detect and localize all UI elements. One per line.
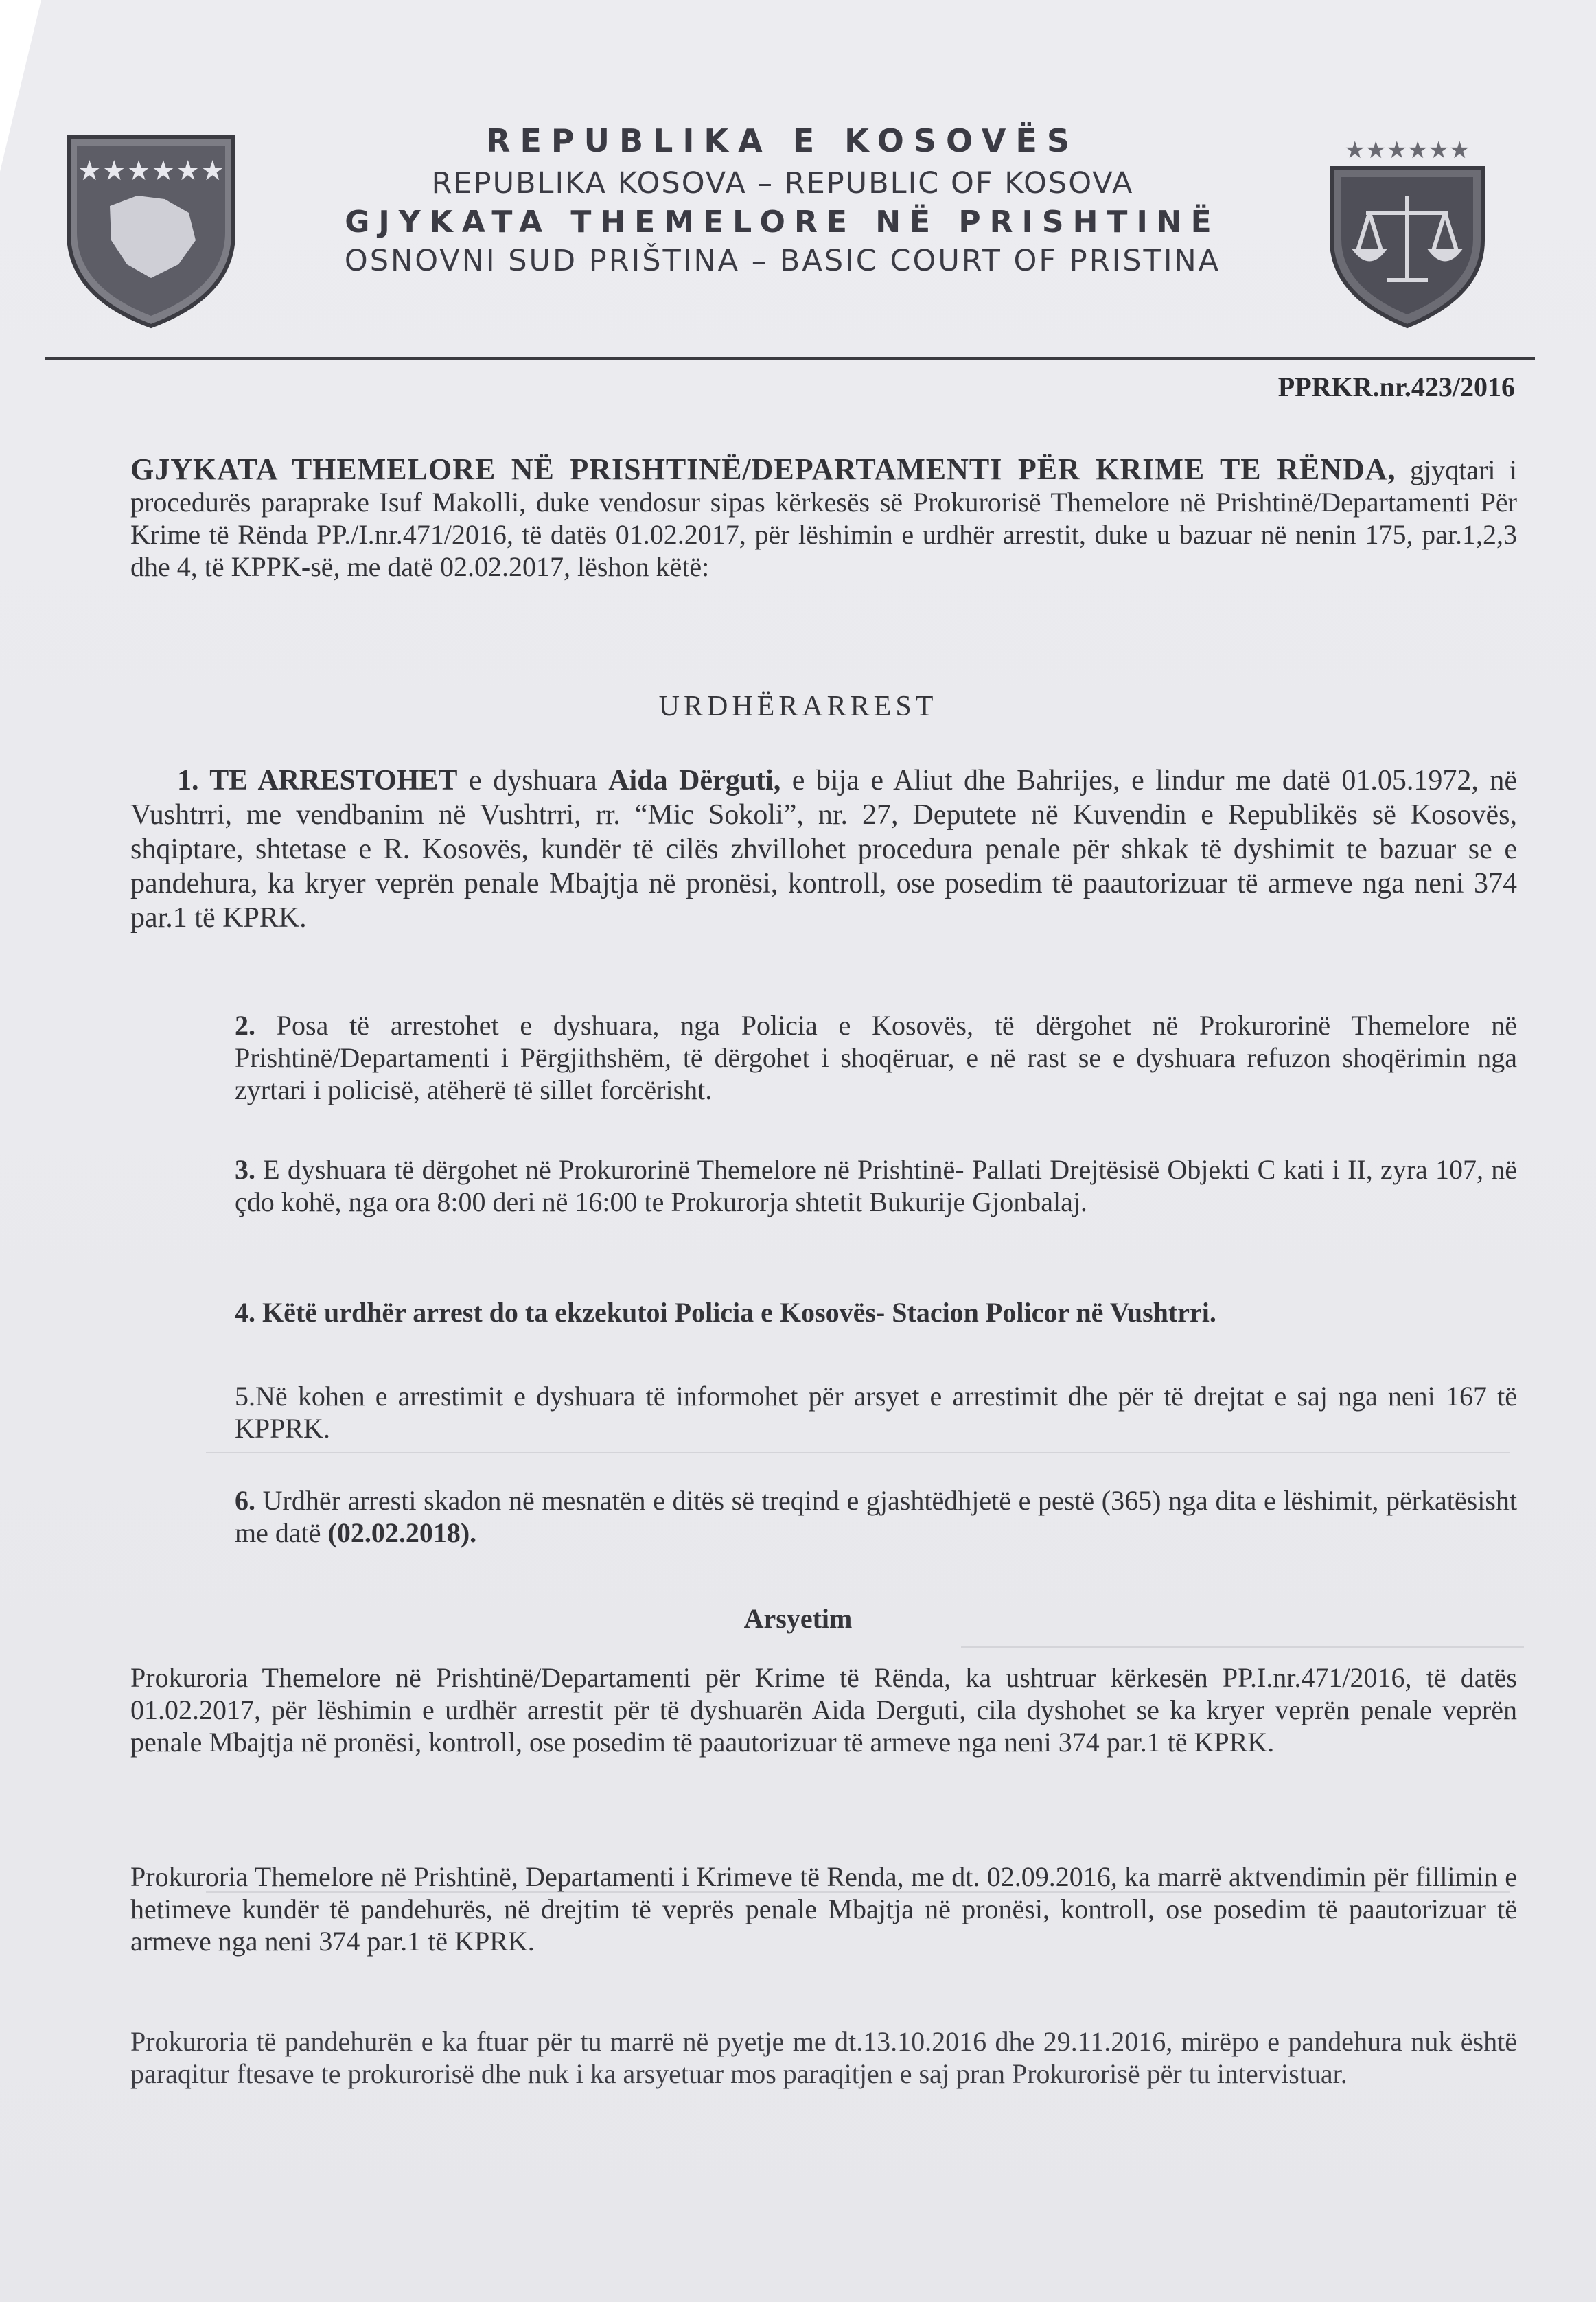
point-3-number: 3. bbox=[235, 1154, 255, 1185]
svg-text:★★★★★★: ★★★★★★ bbox=[1344, 137, 1470, 164]
point-5: 5.Në kohen e arrestimit e dyshuara të informohet për arsyet e arrestimit dhe për të drejtat e saj nga neni 167 të KPPRK. bbox=[235, 1381, 1517, 1444]
point-1 bbox=[130, 763, 1517, 935]
point-2-number: 2. bbox=[235, 1010, 255, 1041]
header-republic-serbian-english: REPUBLIKA KOSOVA – REPUBLIC OF KOSOVA bbox=[431, 166, 1134, 200]
folded-corner bbox=[0, 0, 41, 172]
point-2 bbox=[235, 1009, 1517, 1106]
intro-paragraph bbox=[130, 453, 1517, 583]
svg-text:★★★★★★: ★★★★★★ bbox=[77, 155, 225, 187]
suspect-name: Aida Dërguti, bbox=[608, 765, 781, 796]
case-number: PPRKR.nr.423/2016 bbox=[1277, 371, 1515, 402]
header-titles bbox=[268, 110, 1297, 278]
document-header bbox=[62, 110, 1538, 336]
reasoning-title: Arsyetim bbox=[743, 1603, 853, 1634]
point-6 bbox=[235, 1484, 1517, 1549]
point-6-number: 6. bbox=[235, 1485, 255, 1516]
document-title: URDHËRARREST bbox=[658, 691, 938, 722]
point-3 bbox=[235, 1153, 1517, 1218]
header-republic-albanian: REPUBLIKA E KOSOVËS bbox=[486, 122, 1079, 159]
point-3-text: E dyshuara të dërgohet në Prokurorinë Themelore në Prishtinë- Pallati Drejtësisë Objekti C kati i II, zyra 107, në çdo kohë, nga ora 8:00 deri në 16:00 te Prokurorja shtetit Bukurije Gjonbalaj. bbox=[235, 1154, 1517, 1217]
header-court-albanian: GJYKATA THEMELORE NË PRISHTINË bbox=[345, 205, 1221, 240]
header-divider bbox=[45, 357, 1535, 360]
intro-text: gjyqtari i procedurës paraprake Isuf Makolli, duke vendosur sipas kërkesës së Prokurorisë Themelore në Prishtinë/Departamenti Për Krime të Rënda PP./I.nr.471/2016, të datës 01.02.2017, për lëshimin e urdhër arrestit, duke u bazuar në nenin 175, par.1,2,3 dhe 4, të KPPK-së, me datë 02.02.2017, lëshon këtë: bbox=[130, 454, 1518, 582]
point-4: 4. Këtë urdhër arrest do ta ekzekutoi Policia e Kosovës- Stacion Policor në Vushtrri. bbox=[235, 1297, 1216, 1328]
scan-line bbox=[206, 1452, 1510, 1453]
point-1-lead: 1. TE ARRESTOHET bbox=[177, 765, 458, 796]
court-department-heading: GJYKATA THEMELORE NË PRISHTINË/DEPARTAMENTI PËR KRIME TE RËNDA, bbox=[130, 452, 1396, 486]
reasoning-paragraph-3: Prokuroria të pandehurën e ka ftuar për tu marrë në pyetje me dt.13.10.2016 dhe 29.11.2016, mirëpo e pandehura nuk është paraqitur ftesave te prokurorisë dhe nuk i ka arsyetuar mos paraqitjen e saj pran Prokurorisë për tu intervistuar. bbox=[130, 2026, 1517, 2089]
reasoning-paragraph-2: Prokuroria Themelore në Prishtinë, Departamenti i Krimeve të Renda, me dt. 02.09.2016, ka marrë aktvendimin për fillimin e hetimeve kundër të pandehurës, në drejtim të veprës penale Mbajtja në pronësi, kontroll, ose posedim të paautorizuar të armeve nga neni 374 par.1 të KPRK. bbox=[130, 1861, 1517, 1957]
reasoning-paragraph-1: Prokuroria Themelore në Prishtinë/Departamenti për Krime të Rënda, ka ushtruar kërkesën PP.I.nr.471/2016, të datës 01.02.2017, për lëshimin e urdhër arrestit për të dyshuarën Aida Derguti, cila dyshohet se ka kryer veprën penale veprën penale Mbajtja në pronësi, kontroll, ose posedim të paautorizuar të armeve nga neni 374 par.1 të KPRK. bbox=[130, 1662, 1517, 1758]
point-1-mid: e dyshuara bbox=[457, 765, 609, 796]
point-6-text: Urdhër arresti skadon në mesnatën e ditës së treqind e gjashtëdhjetë e pestë (365) nga dita e lëshimit, përkatësisht me datë bbox=[235, 1485, 1517, 1548]
point-1-text: e bija e Aliut dhe Bahrijes, e lindur me datë 01.05.1972, në Vushtrri, me vendbanim në Vushtrri, rr. “Mic Sokoli”, nr. 27, Deputete në Kuvendin e Republikës së Kosovës, shqiptare, shtetase e R. Kosovës, kundër të cilës zhvillohet procedura penale për shkak të dyshimit te bazuar se e pandehura, ka kryer veprën penale Mbajtja në pronësi, kontroll, ose posedim të paautorizuar të armeve nga neni 374 par.1 të KPRK. bbox=[130, 765, 1518, 934]
expiry-date: (02.02.2018). bbox=[327, 1517, 477, 1548]
kosovo-coat-of-arms-icon bbox=[62, 130, 240, 330]
scales-of-justice-shield-icon bbox=[1318, 130, 1496, 330]
scan-line bbox=[961, 1646, 1524, 1648]
point-2-text: Posa të arrestohet e dyshuara, nga Policia e Kosovës, të dërgohet në Prokurorinë Themelore në Prishtinë/Departamenti i Përgjithshëm, të dërgohet i shoqëruar, e në rast se e dyshuara refuzon shoqërimin nga zyrtari i policisë, atëherë të sillet forcërisht. bbox=[235, 1010, 1517, 1105]
header-court-serbian-english: OSNOVNI SUD PRIŠTINA – BASIC COURT OF PRISTINA bbox=[344, 244, 1221, 278]
